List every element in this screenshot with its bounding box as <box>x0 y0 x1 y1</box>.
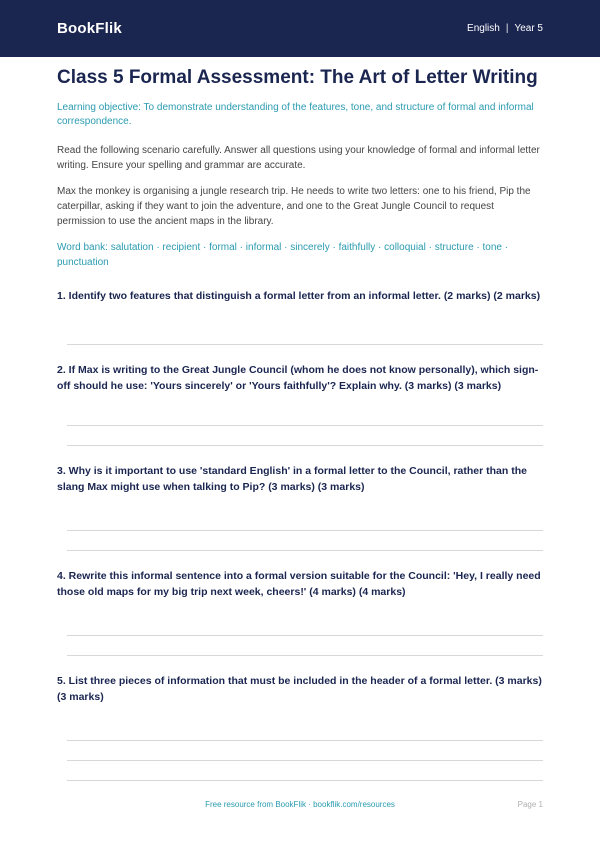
answer-area-3[interactable] <box>57 495 543 551</box>
question-4: 4. Rewrite this informal sentence into a formal version suitable for the Council: 'Hey, I really need those old maps for my big trip next week, cheers!' (4 marks) (4 marks) <box>57 570 541 599</box>
question-1: 1. Identify two features that distinguish a formal letter from an informal letter. (2 marks) (2 marks) <box>57 289 541 302</box>
answer-line[interactable] <box>67 780 543 781</box>
answer-line[interactable] <box>67 530 543 531</box>
question-2: 2. If Max is writing to the Great Jungle Council (whom he does not know personally), which sign-off should he use: 'Yours sincerely' or 'Yours faithfully'? Explain why. (3 marks) (3 marks) <box>57 364 539 393</box>
worksheet-content <box>57 66 543 781</box>
answer-line[interactable] <box>67 445 543 446</box>
answer-line[interactable] <box>67 425 543 426</box>
answer-area-2[interactable] <box>57 395 543 446</box>
instructions: Read the following scenario carefully. Answer all questions using your knowledge of formal and informal letter writing. Ensure your spelling and grammar are accurate. <box>57 144 540 171</box>
subject-year <box>467 23 543 34</box>
learning-objective: Learning objective: To demonstrate understanding of the features, tone, and structure of formal and informal correspondence. <box>57 101 534 128</box>
question-block-5 <box>57 674 543 782</box>
footer <box>57 800 543 814</box>
question-3: 3. Why is it important to use 'standard English' in a formal letter to the Council, rather than the slang Max might use when talking to Pip? (3 marks) (3 marks) <box>57 464 527 493</box>
header-bar <box>0 0 600 57</box>
word-bank: Word bank: salutation · recipient · formal · informal · sincerely · faithfully · colloquial · structure · tone · punctuation <box>57 241 509 268</box>
subject-label: English <box>467 23 500 34</box>
answer-line[interactable] <box>67 344 543 345</box>
question-block-3 <box>57 464 543 552</box>
page-number: Page 1 <box>517 800 543 809</box>
answer-area-4[interactable] <box>57 601 543 656</box>
answer-line[interactable] <box>67 550 543 551</box>
question-block-1 <box>57 289 543 346</box>
page-title: Class 5 Formal Assessment: The Art of Letter Writing <box>57 67 538 88</box>
footer-resource-link[interactable]: Free resource from BookFlik · bookflik.com/resources <box>205 800 395 809</box>
answer-line[interactable] <box>67 655 543 656</box>
answer-line[interactable] <box>67 740 543 741</box>
answer-line[interactable] <box>67 635 543 636</box>
scenario: Max the monkey is organising a jungle research trip. He needs to write two letters: one to his friend, Pip the caterpillar, asking if they want to join the adventure, and one to the Great Jungle Council to request permission to use the ancient maps in the library. <box>57 185 531 227</box>
answer-area-5[interactable] <box>57 705 543 781</box>
year-label: Year 5 <box>514 23 543 34</box>
question-5: 5. List three pieces of information that must be included in the header of a formal letter. (3 marks) (3 marks) <box>57 674 542 703</box>
brand-logo[interactable]: BookFlik <box>57 20 122 37</box>
question-block-4 <box>57 569 543 656</box>
meta-separator: | <box>505 23 509 34</box>
answer-line[interactable] <box>67 760 543 761</box>
answer-area-1[interactable] <box>57 304 543 345</box>
question-block-2 <box>57 363 543 446</box>
